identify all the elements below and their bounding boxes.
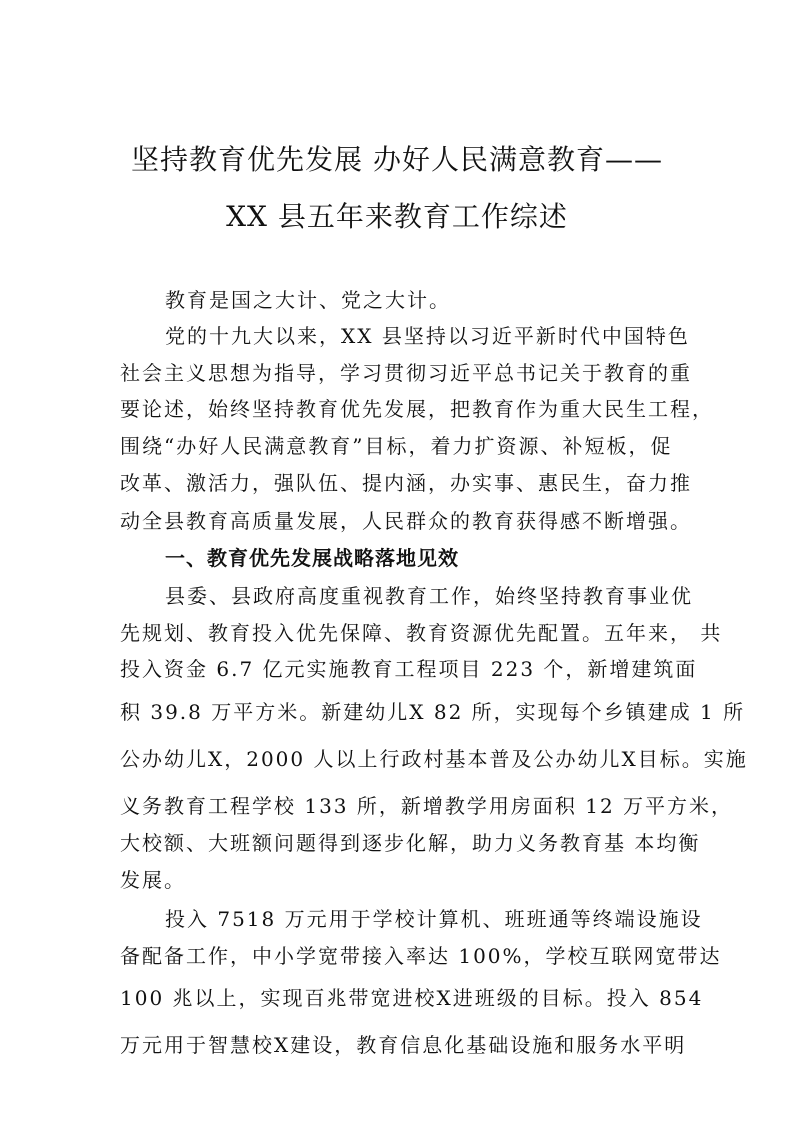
paragraph-line: 发展。 (120, 868, 186, 892)
document-title-line2: XX 县五年来教育工作综述 (226, 200, 568, 233)
paragraph-line: 先规划、教育投入优先保障、教育资源优先配置。五年来， 共 (120, 621, 723, 645)
section-heading: 一、教育优先发展战略落地见效 (165, 546, 459, 570)
paragraph-line: 投入 7518 万元用于学校计算机、班班通等终端设施设 (165, 907, 703, 931)
paragraph-line: 县委、县政府高度重视教育工作，始终坚持教育事业优 (165, 584, 693, 608)
paragraph-line: 动全县教育高质量发展，人民群众的教育获得感不断增强。 (120, 509, 692, 533)
paragraph-line: 要论述，始终坚持教育优先发展，把教育作为重大民生工程， (120, 397, 714, 421)
paragraph-line: 教育是国之大计、党之大计。 (165, 288, 451, 312)
paragraph-line: 公办幼儿X，2000 人以上行政村基本普及公办幼儿X目标。实施 (120, 747, 748, 771)
paragraph-line: 万元用于智慧校X建设，教育信息化基础设施和服务水平明 (120, 1033, 687, 1057)
paragraph-line: 备配备工作，中小学宽带接入率达 100%，学校互联网宽带达 (120, 944, 722, 968)
paragraph-line: 积 39.8 万平方米。新建幼儿X 82 所，实现每个乡镇建成 1 所 (120, 700, 746, 724)
paragraph-line: 党的十九大以来，XX 县坚持以习近平新时代中国特色 (165, 324, 690, 348)
document-title-line1: 坚持教育优先发展 办好人民满意教育—— (131, 143, 663, 176)
paragraph-line: 100 兆以上，实现百兆带宽进校X进班级的目标。投入 854 (120, 986, 704, 1010)
paragraph-line: 社会主义思想为指导，学习贯彻习近平总书记关于教育的重 (120, 361, 692, 385)
paragraph-line: 义务教育工程学校 133 所，新增教学用房面积 12 万平方米， (120, 794, 734, 818)
paragraph-line: 大校额、大班额问题得到逐步化解，助力义务教育基 本均衡 (120, 831, 701, 855)
paragraph-line: 围绕“办好人民满意教育”目标，着力扩资源、补短板，促 (120, 434, 673, 458)
paragraph-line: 投入资金 6.7 亿元实施教育工程项目 223 个，新增建筑面 (120, 657, 698, 681)
paragraph-line: 改革、激活力，强队伍、提内涵，办实事、惠民生，奋力推 (120, 471, 692, 495)
